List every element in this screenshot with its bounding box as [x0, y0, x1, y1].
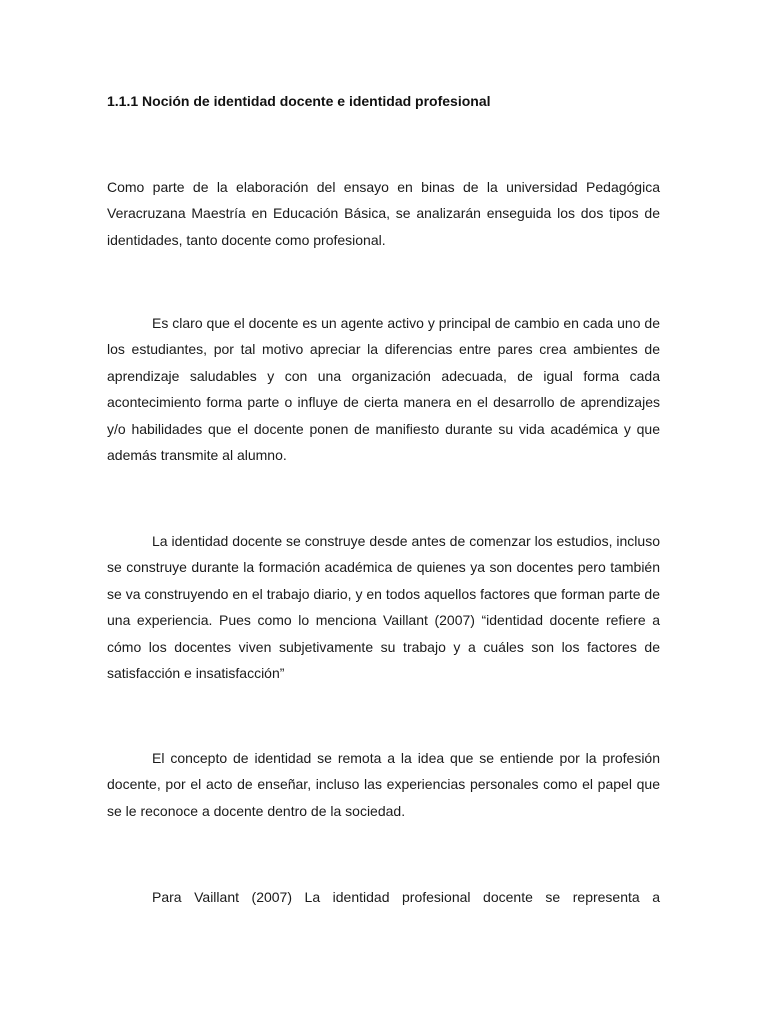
paragraph-intro: Como parte de la elaboración del ensayo en binas de la universidad Pedagógica Veracruzana Maestría en Educación Básica, se analizarán enseguida los dos tipos de identidades, tanto docente como profesional.: [107, 179, 660, 248]
paragraph-docente-agente: Es claro que el docente es un agente activo y principal de cambio en cada uno de los estudiantes, por tal motivo apreciar la diferencias entre pares crea ambientes de aprendizaje saludables y con una organización adecuada, de igual forma cada acontecimiento forma parte o influye de cierta manera en el desarrollo de aprendizajes y/o habilidades que el docente ponen de manifiesto durante su vida académica y que además transmite al alumno.: [107, 315, 660, 464]
paragraph-concepto-identidad: El concepto de identidad se remota a la idea que se entiende por la profesión docente, por el acto de enseñar, incluso las experiencias personales como el papel que se le reconoce a docente dentro de la sociedad.: [107, 750, 660, 819]
section-heading: 1.1.1 Noción de identidad docente e identidad profesional: [107, 93, 491, 109]
paragraph-identidad-docente: La identidad docente se construye desde antes de comenzar los estudios, incluso se construye durante la formación académica de quienes ya son docentes pero también se va construyendo en el trabajo diario, y en todos aquellos factores que forman parte de una experiencia. Pues como lo menciona Vaillant (2007) “identidad docente refiere a cómo los docentes viven subjetivamente su trabajo y a cuáles son los factores de satisfacción e insatisfacción”: [107, 533, 660, 682]
paragraph-vaillant: Para Vaillant (2007) La identidad profesional docente se representa a: [152, 889, 660, 905]
